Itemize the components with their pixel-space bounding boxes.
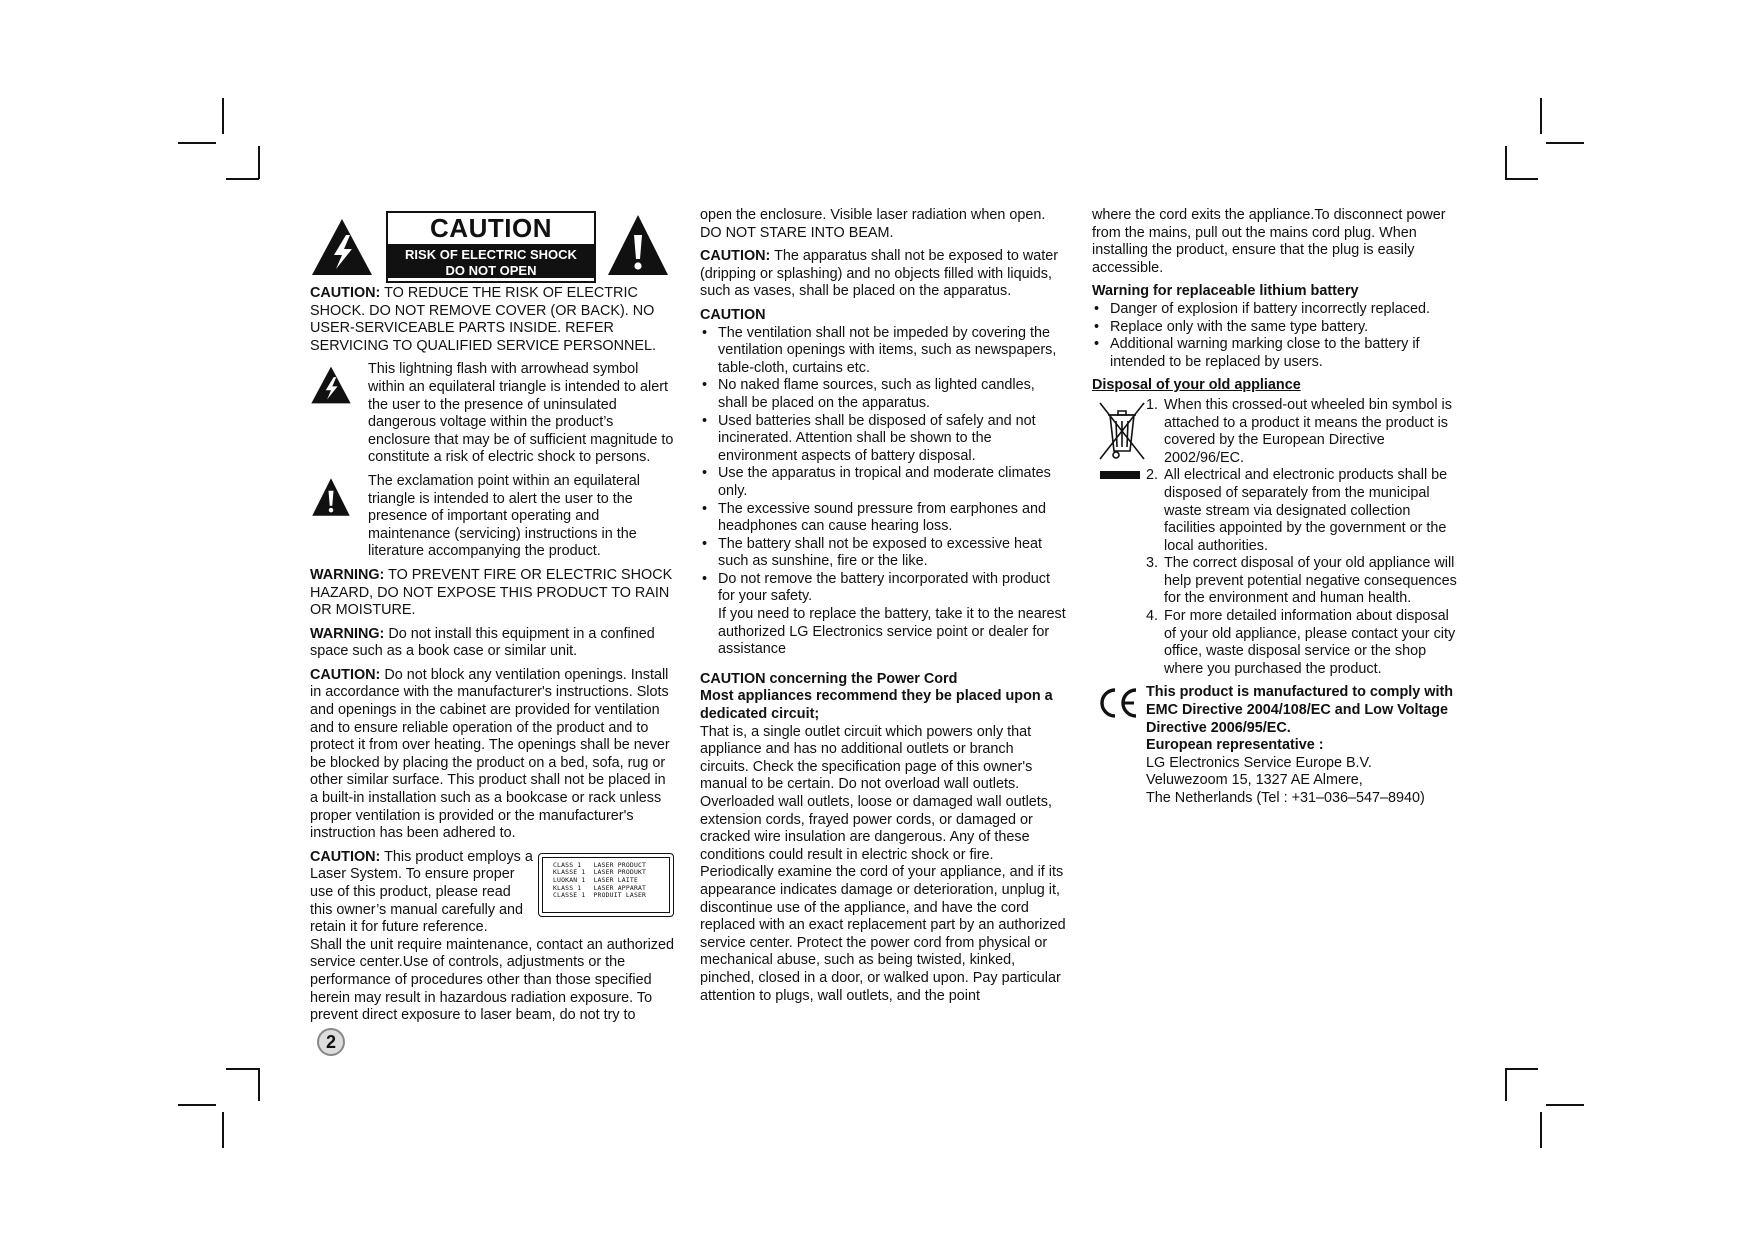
battery-warning-heading: Warning for replaceable lithium battery [1092, 283, 1359, 300]
exclamation-triangle-icon [606, 213, 670, 277]
exclamation-triangle-icon [310, 477, 352, 517]
laser-section [310, 849, 674, 1025]
caution-header [310, 207, 674, 281]
power-cord-text: That is, a single outlet circuit which powers only that appliance and has no additional outlets or branch circuits. Check the specification page of this owner's manual to be certain. Do not overload wall outlets. Overloaded wall outlets, loose or damaged wall outlets, extension cords, frayed power cords, or damaged or cracked wire insulation are dangerous. Any of these conditions could result in electric shock or fire. Periodically examine the cord of your appliance, and if its appearance indicates damage or deterioration, unplug it, discontinue use of the appliance, and have the cord replaced with an exact replacement part by an authorized service center. Protect the power cord from physical or mechanical abuse, such as being twisted, kinked, pinched, closed in a door, or walked upon. Pay particular attention to plugs, wall outlets, and the point [700, 723, 1066, 1004]
laser-class-label-inner [542, 857, 670, 913]
ce-compliance [1092, 684, 1464, 807]
caution-box [386, 211, 596, 283]
list-item: 4. For more detailed information about disposal of your old appliance, please contact your city office, waste disposal service or the shop where you purchased the product. [1146, 608, 1456, 677]
caution-title: CAUTION [430, 213, 552, 243]
caution-subtitle-line1: RISK OF ELECTRIC SHOCK [405, 247, 577, 262]
crop-mark [1540, 1112, 1542, 1148]
disposal-heading: Disposal of your old appliance [1092, 377, 1301, 394]
caution-subtitle [388, 244, 594, 278]
crop-mark [222, 98, 224, 134]
caution-laser: CAUTION: This product employs a Laser System. To ensure proper use of this product, please read this owner’s manual carefully and retain it for future reference. [310, 848, 533, 936]
ce-statement: This product is manufactured to comply with EMC Directive 2004/108/EC and Low Voltage Directive 2006/95/EC. [1146, 684, 1454, 736]
lightning-explanation [310, 361, 674, 467]
lightning-explanation-text: This lightning flash with arrowhead symbol within an equilateral triangle is intended to alert the user to the presence of uninsulated dangerous voltage within the product’s enclosure that may be of sufficient magnitude to constitute a risk of electric shock to persons. [368, 361, 674, 466]
column-1 [310, 207, 674, 1031]
laser-radiation-text: open the enclosure. Visible laser radiation when open. DO NOT STARE INTO BEAM. [700, 207, 1046, 241]
crop-mark [178, 1104, 216, 1106]
caution-reduce-risk: CAUTION: TO REDUCE THE RISK OF ELECTRIC SHOCK. DO NOT REMOVE COVER (OR BACK). NO USER-SERVICEABLE PARTS INSIDE. REFER SERVICING TO QUALIFIED SERVICE PERSONNEL. [310, 285, 657, 354]
list-item: • Do not remove the battery incorporated with product for your safety. If you need to replace the battery, take it to the nearest authorized LG Electronics service point or dealer for assistance [700, 571, 1066, 659]
list-item: • Use the apparatus in tropical and moderate climates only. [700, 465, 1066, 500]
crop-mark [1505, 178, 1538, 180]
crop-mark [226, 178, 259, 180]
caution-bullet-list [700, 325, 1066, 659]
list-item: • The ventilation shall not be impeded by covering the ventilation openings with items, such as newspapers, table-cloth, curtains etc. [700, 325, 1066, 378]
crop-mark [1505, 1068, 1507, 1101]
crop-mark [1540, 98, 1542, 134]
list-item: • No naked flame sources, such as lighted candles, shall be placed on the apparatus. [700, 377, 1066, 412]
representative-heading: European representative : [1146, 737, 1324, 754]
battery-note: If you need to replace the battery, take it to the nearest authorized LG Electronics service point or dealer for assistance [718, 606, 1066, 658]
warning-fire: WARNING: TO PREVENT FIRE OR ELECTRIC SHOCK HAZARD, DO NOT EXPOSE THIS PRODUCT TO RAIN OR MOISTURE. [310, 566, 673, 619]
laser-label-line: KLASS 1 LASER APPARAT [553, 883, 647, 892]
crop-mark [1546, 142, 1584, 144]
lightning-triangle-icon [310, 217, 374, 277]
dedicated-circuit-heading: Most appliances recommend they be placed upon a dedicated circuit; [700, 688, 1053, 723]
crop-mark [1505, 146, 1507, 179]
laser-label-line: LUOKAN 1 LASER LAITE [553, 876, 638, 884]
ce-mark-icon [1096, 686, 1140, 720]
caution-subtitle-line2: DO NOT OPEN [445, 263, 537, 278]
lightning-triangle-icon [310, 365, 352, 405]
crop-mark [226, 1068, 259, 1070]
representative-line: Veluwezoom 15, 1327 AE Almere, [1146, 772, 1363, 789]
crop-mark [222, 1112, 224, 1148]
page-number: 2 [317, 1028, 345, 1056]
list-item: 1. When this crossed-out wheeled bin symbol is attached to a product it means the product is covered by the European Directive 2002/96/EC. [1146, 396, 1452, 466]
crop-mark [178, 142, 216, 144]
crop-mark [258, 1068, 260, 1101]
disposal-list [1092, 397, 1464, 679]
power-cord-heading: CAUTION concerning the Power Cord [700, 670, 958, 687]
list-item: 3. The correct disposal of your old appliance will help prevent potential negative consequences for the environment and human health. [1146, 555, 1457, 607]
list-item: 2. All electrical and electronic products shall be disposed of separately from the municipal waste stream via designated collection facilities appointed by the government or the local authorities. [1146, 467, 1448, 554]
warning-confined-space: WARNING: Do not install this equipment in a confined space such as a book case or similar unit. [310, 625, 655, 660]
list-item: • Additional warning marking close to the battery if intended to be replaced by users. [1092, 336, 1464, 371]
battery-bullet-list [1092, 301, 1464, 371]
column-3 [1092, 207, 1464, 808]
caution-laser-continued: Shall the unit require maintenance, contact an authorized service center.Use of controls, adjustments or the performance of procedures other than those specified herein may result in hazardous radiation exposure. To prevent direct exposure to laser beam, do not try to [310, 936, 674, 1024]
caution-water: CAUTION: The apparatus shall not be exposed to water (dripping or splashing) and no objects filled with liquids, such as vases, shall be placed on the apparatus. [700, 248, 1059, 300]
exclamation-explanation-text: The exclamation point within an equilateral triangle is intended to alert the user to the presence of important operating and maintenance (servicing) instructions in the literature accompanying the product. [368, 472, 640, 560]
list-item: • The battery shall not be exposed to excessive heat such as sunshine, fire or the like. [700, 536, 1066, 571]
exclamation-explanation [310, 473, 674, 561]
list-item: • Used batteries shall be disposed of safely and not incinerated. Attention shall be shown to the environment aspects of battery disposal. [700, 413, 1066, 466]
list-item: • Danger of explosion if battery incorrectly replaced. [1092, 301, 1464, 319]
laser-class-label [538, 853, 674, 917]
list-item: • Replace only with the same type battery. [1092, 319, 1464, 337]
column-2 [700, 207, 1066, 1011]
list-item: • The excessive sound pressure from earphones and headphones can cause hearing loss. [700, 501, 1066, 536]
representative-line: LG Electronics Service Europe B.V. [1146, 754, 1372, 771]
representative-line: The Netherlands (Tel : +31–036–547–8940) [1146, 790, 1425, 806]
laser-label-line: KLASSE 1 LASER PRODUKT [553, 868, 647, 877]
crop-mark [258, 146, 260, 179]
laser-label-line: CLASSE 1 PRODUIT LASER [553, 891, 647, 900]
crop-mark [1546, 1104, 1584, 1106]
caution-ventilation: CAUTION: Do not block any ventilation openings. Install in accordance with the manufacturer's instructions. Slots and openings in the cabinet are provided for ventilation and to ensure reliable operation of the product and to protect it from over heating. The openings shall be never be blocked by placing the product on a bed, sofa, rug or other similar surface. This product shall not be placed in a built-in installation such as a bookcase or rack unless proper ventilation is provided or the manufacturer's instruction has been adhered to. [310, 666, 670, 842]
crop-mark [1505, 1068, 1538, 1070]
caution-heading: CAUTION [700, 306, 766, 323]
laser-label-line: CLASS 1 LASER PRODUCT [553, 860, 647, 869]
disconnect-power-text: where the cord exits the appliance.To disconnect power from the mains, pull out the mains cord plug. When installing the product, ensure that the plug is easily accessible. [1092, 207, 1446, 276]
